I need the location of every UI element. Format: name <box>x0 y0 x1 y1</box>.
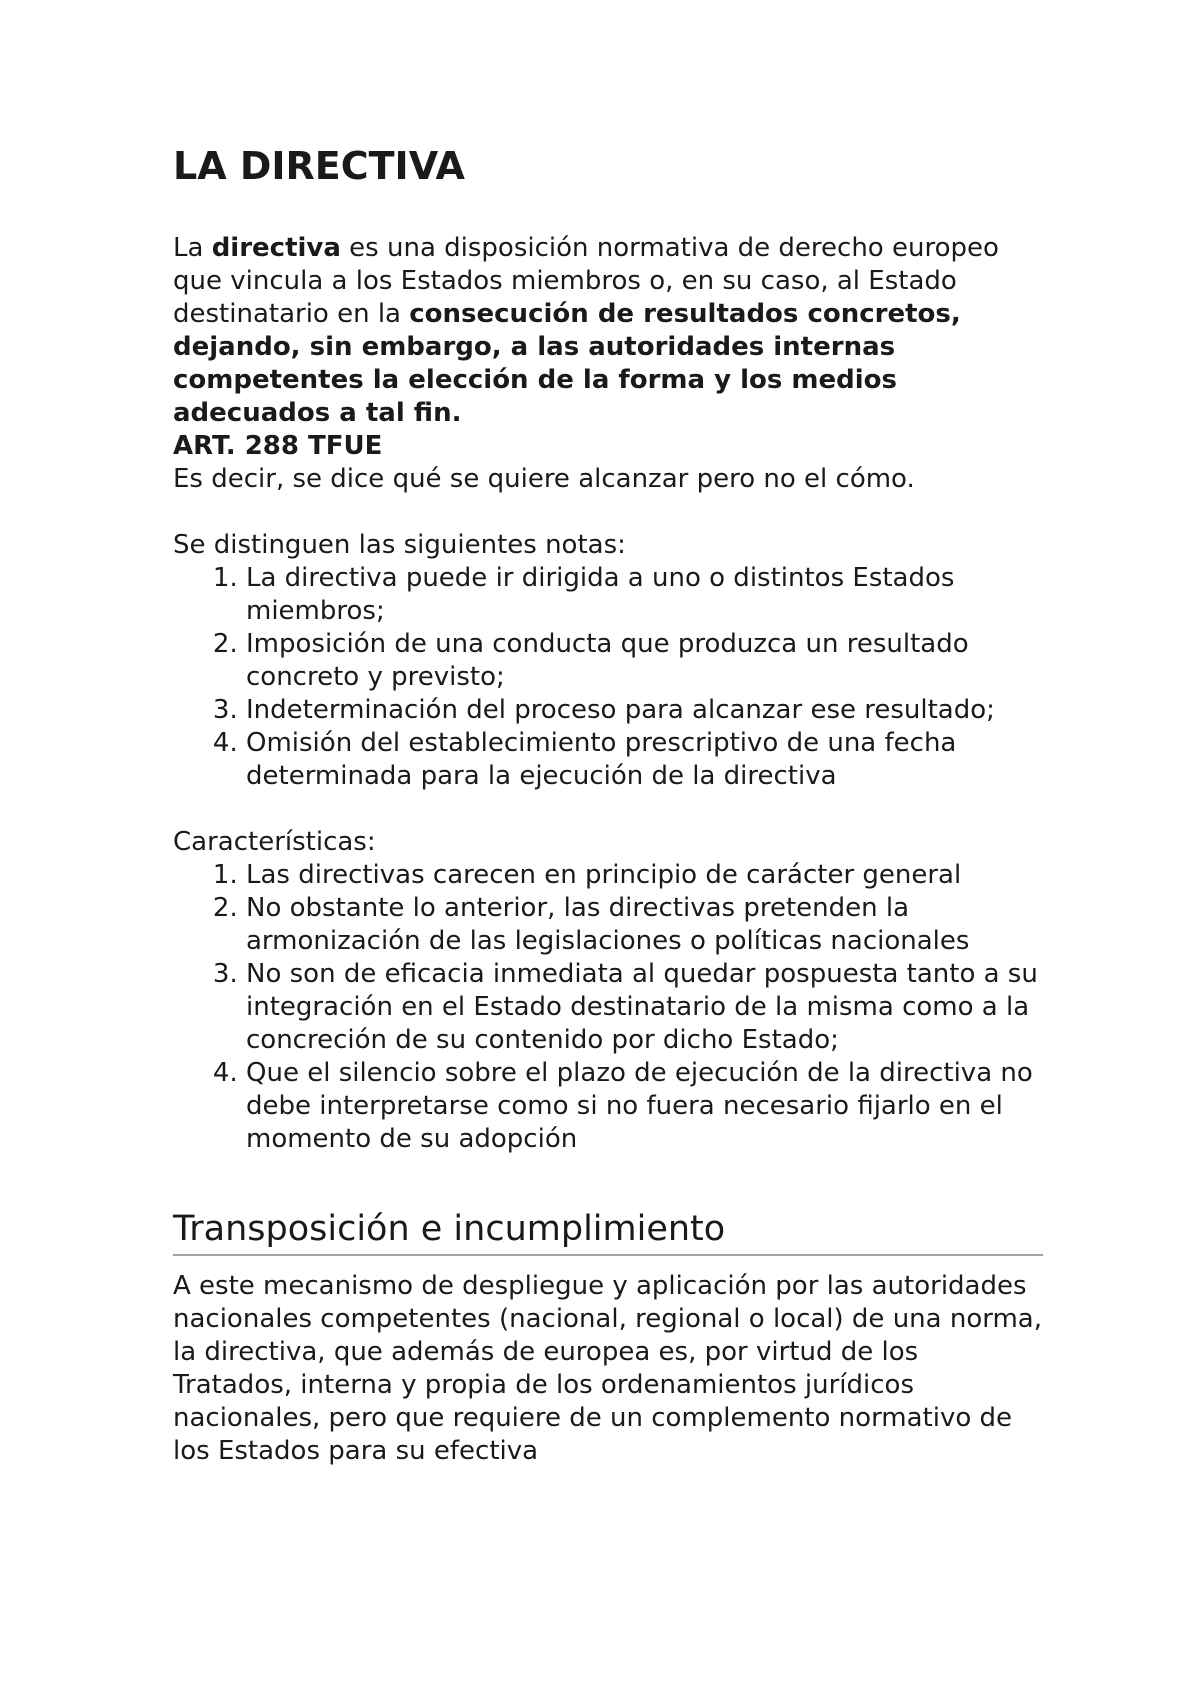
intro-text-1: La <box>173 233 212 263</box>
list-item: 2. No obstante lo anterior, las directivas pretenden la armonización de las legislaciones o políticas nacionales <box>246 892 1043 958</box>
heading-underline <box>173 1254 1043 1256</box>
list-item: 4. Omisión del establecimiento prescriptivo de una fecha determinada para la ejecución de la directiva <box>246 727 1043 793</box>
intro-bold-definition: consecución de resultados concretos, dejando, sin embargo, a las autoridades internas competentes la elección de la forma y los medios adecuados a tal fin. <box>173 299 961 428</box>
list-item: 2. Imposición de una conducta que produzca un resultado concreto y previsto; <box>246 628 1043 694</box>
intro-text-2: es una disposición normativa de derecho europeo que vincula a los Estados miembros o, en su caso, al Estado destinatario en la <box>173 233 999 329</box>
characteristics-heading: Características: <box>173 827 376 857</box>
list-item: 1. La directiva puede ir dirigida a uno o distintos Estados miembros; <box>246 562 1043 628</box>
document-title: LA DIRECTIVA <box>173 144 465 188</box>
spacer <box>173 793 1043 826</box>
spacer <box>173 496 1043 529</box>
intro-bold-term: directiva <box>211 233 341 263</box>
list-item: 3. No son de eficacia inmediata al quedar pospuesta tanto a su integración en el Estado destinatario de la misma como a la concreción de su contenido por dicho Estado; <box>246 958 1043 1057</box>
document-page <box>173 140 1043 1468</box>
section-heading: Transposición e incumplimiento <box>173 1209 726 1249</box>
notes-list <box>173 562 1043 793</box>
section-body: A este mecanismo de despliegue y aplicación por las autoridades nacionales competentes (nacional, regional o local) de una norma, la directiva, que además de europea es, por virtud de los Tratados, interna y propia de los ordenamientos jurídicos nacionales, pero que requiere de un complemento normativo de los Estados para su efectiva <box>173 1271 1042 1466</box>
list-item: 3. Indeterminación del proceso para alcanzar ese resultado; <box>246 694 1043 727</box>
characteristics-list <box>173 859 1043 1156</box>
article-reference: ART. 288 TFUE <box>173 431 383 461</box>
list-item: 1. Las directivas carecen en principio de carácter general <box>246 859 1043 892</box>
list-item: 4. Que el silencio sobre el plazo de ejecución de la directiva no debe interpretarse como si no fuera necesario fijarlo en el momento de su adopción <box>246 1057 1043 1156</box>
notes-heading: Se distinguen las siguientes notas: <box>173 530 626 560</box>
intro-summary: Es decir, se dice qué se quiere alcanzar pero no el cómo. <box>173 464 915 494</box>
intro-paragraph <box>173 232 1043 430</box>
